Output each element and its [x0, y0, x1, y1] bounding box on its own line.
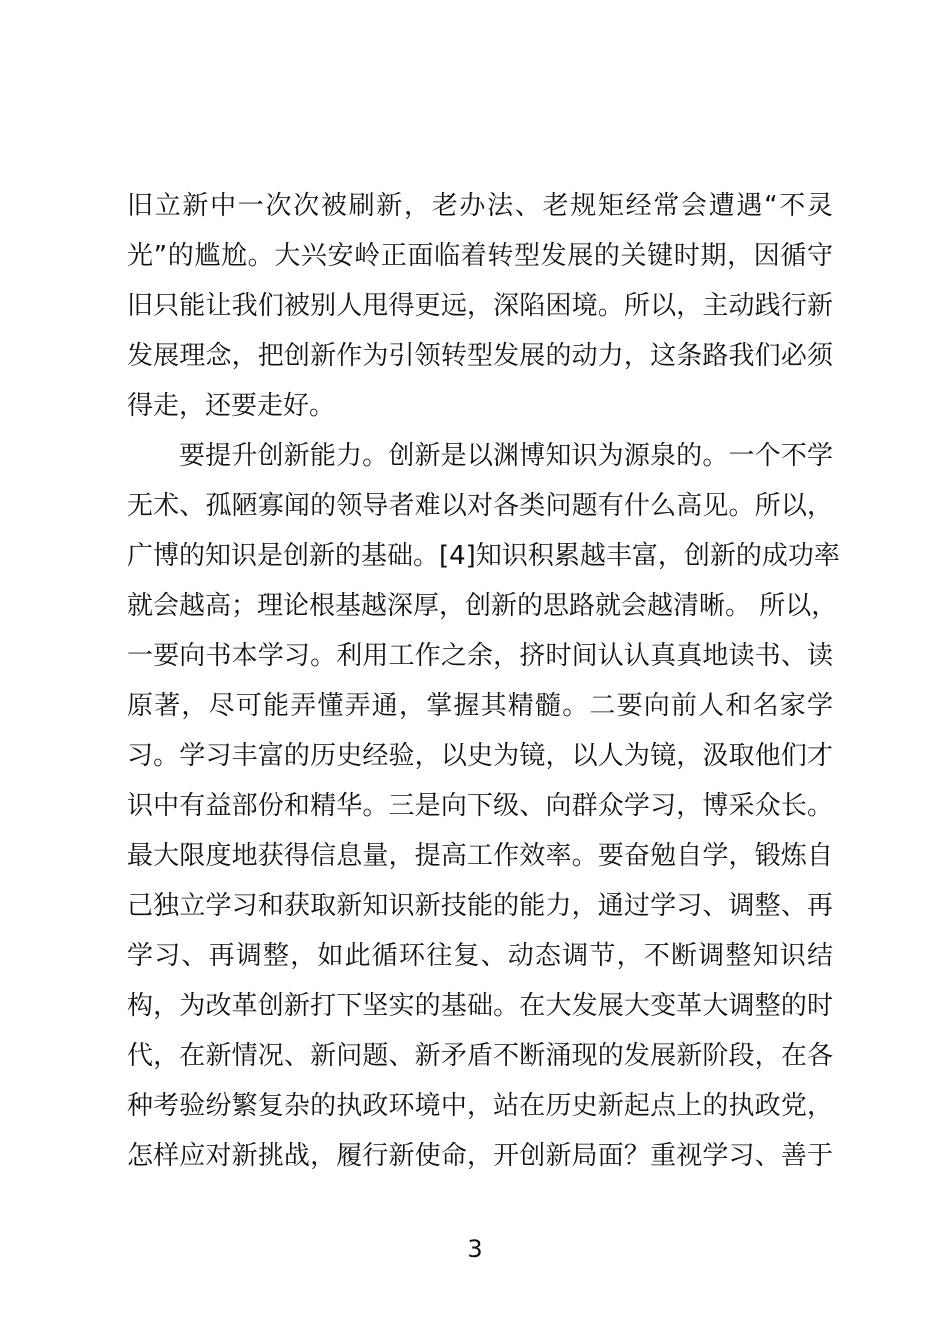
paragraph-2-line-6: 原著，尽可能弄懂弄通，掌握其精髓。二要向前人和名家学: [127, 691, 833, 721]
paragraph-1-line-3: 旧只能让我们被别人甩得更远，深陷困境。所以，主动践行新: [127, 291, 833, 321]
paragraph-2-line-5: 一要向书本学习。利用工作之余，挤时间认认真真地读书、读: [127, 641, 833, 671]
paragraph-2-line-13: 代，在新情况、新问题、新矛盾不断涌现的发展新阶段，在各: [127, 1041, 833, 1071]
paragraph-2-line-11: 学习、再调整，如此循环往复、动态调节，不断调整知识结: [127, 941, 833, 971]
paragraph-2-line-4: 就会越高；理论根基越深厚，创新的思路就会越清晰。 所以，: [127, 591, 838, 621]
paragraph-2-line-14: 种考验纷繁复杂的执政环境中，站在历史新起点上的执政党，: [127, 1091, 833, 1121]
page-number: 3: [467, 1235, 483, 1263]
paragraph-1-line-2: 光”的尴尬。大兴安岭正面临着转型发展的关键时期，因循守: [127, 241, 833, 271]
paragraph-1-line-1: 旧立新中一次次被刷新，老办法、老规矩经常会遭遇“不灵: [127, 191, 833, 221]
paragraph-2-line-2: 无术、孤陋寡闻的领导者难以对各类问题有什么高见。所以，: [127, 491, 833, 521]
paragraph-2-line-9: 最大限度地获得信息量，提高工作效率。要奋勉自学，锻炼自: [127, 841, 833, 871]
paragraph-1-line-5: 得走，还要走好。: [127, 391, 336, 421]
paragraph-2-line-7: 习。学习丰富的历史经验，以史为镜，以人为镜，汲取他们才: [127, 741, 833, 771]
paragraph-2-line-12: 构，为改革创新打下坚实的基础。在大发展大变革大调整的时: [127, 991, 833, 1021]
paragraph-2-line-10: 己独立学习和获取新知识新技能的能力，通过学习、调整、再: [127, 891, 833, 921]
paragraph-1-line-4: 发展理念，把创新作为引领转型发展的动力，这条路我们必须: [127, 341, 833, 371]
paragraph-2-line-3: 广博的知识是创新的基础。[4]知识积累越丰富，创新的成功率: [127, 541, 840, 571]
paragraph-2-line-8: 识中有益部份和精华。三是向下级、向群众学习，博采众长。: [127, 791, 833, 821]
paragraph-2-line-15: 怎样应对新挑战，履行新使命，开创新局面？重视学习、善于: [127, 1141, 833, 1171]
paragraph-2-line-1: 要提升创新能力。创新是以渊博知识为源泉的。一个不学: [179, 441, 833, 471]
